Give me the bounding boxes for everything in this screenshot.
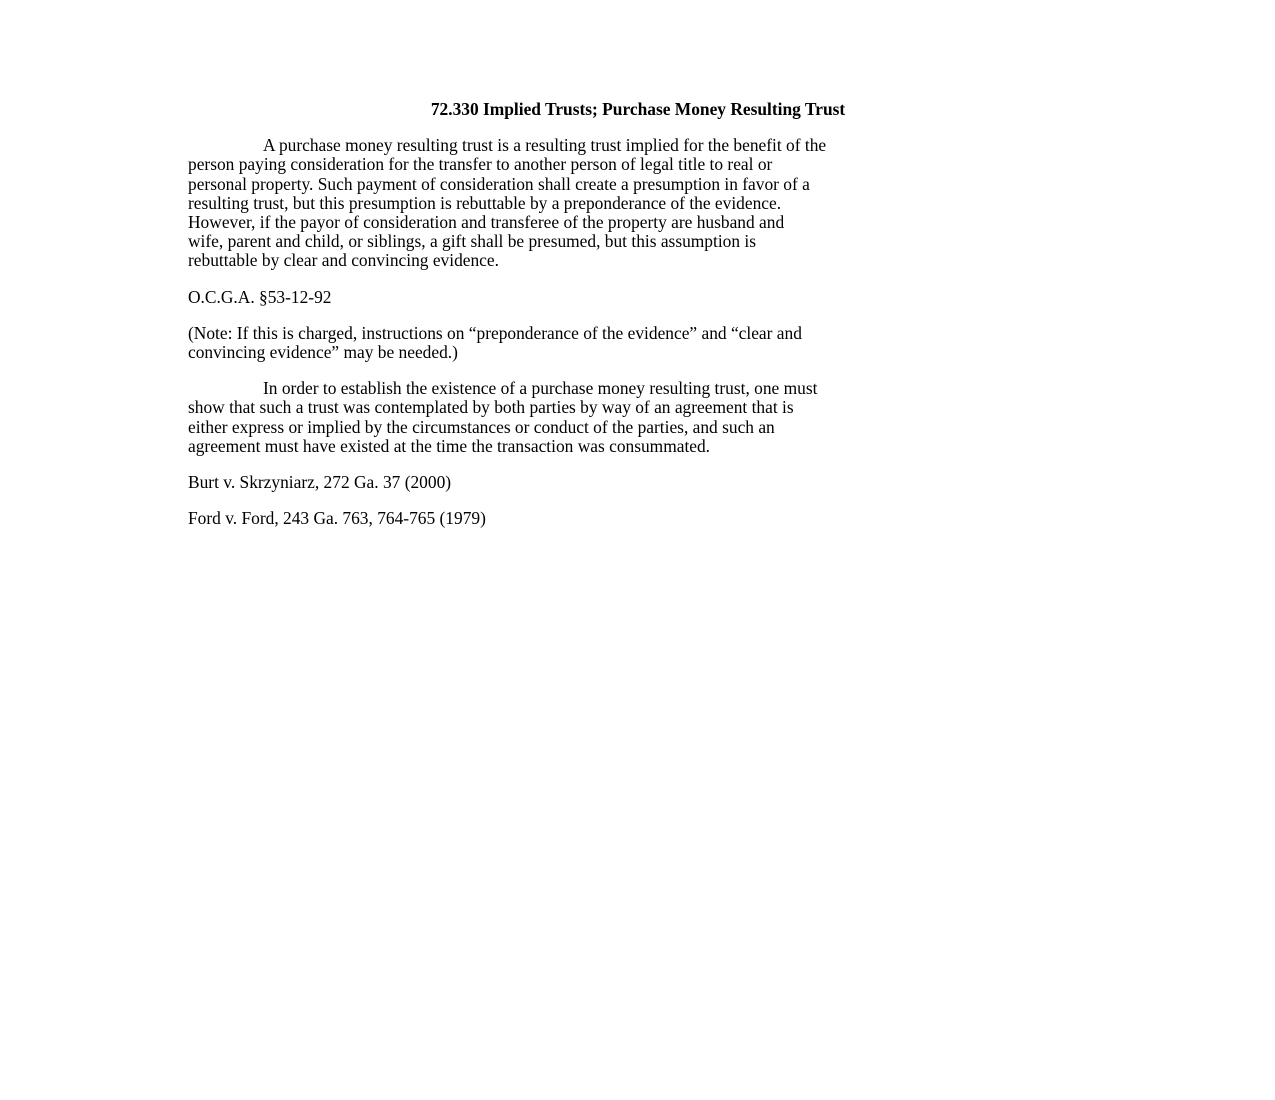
paragraph-requirements [188,379,1088,456]
paragraph-line: In order to establish the existence of a purchase money resulting trust, one must [263,378,818,399]
case-citation: Burt v. Skrzyniarz, 272 Ga. 37 (2000) [188,472,452,493]
paragraph-line: rebuttable by clear and convincing evidence. [188,250,499,271]
paragraph-line: show that such a trust was contemplated by both parties by way of an agreement that is [188,397,794,418]
note-paragraph [188,324,1088,362]
document-content [188,100,1088,545]
paragraph-definition [188,136,1088,270]
paragraph-line: personal property. Such payment of consideration shall create a presumption in favor of a [188,173,810,194]
case-citation: Ford v. Ford, 243 Ga. 763, 764-765 (1979) [188,508,486,529]
paragraph-line: person paying consideration for the transfer to another person of legal title to real or [188,154,773,175]
document-title: 72.330 Implied Trusts; Purchase Money Resulting Trust [430,99,846,119]
statute-citation: O.C.G.A. §53-12-92 [188,286,332,307]
note-line: (Note: If this is charged, instructions on “preponderance of the evidence” and “clear and [188,322,802,343]
paragraph-line: wife, parent and child, or siblings, a gift shall be presumed, but this assumption is [188,231,757,252]
paragraph-line: agreement must have existed at the time the transaction was consummated. [188,435,711,456]
paragraph-line: A purchase money resulting trust is a resulting trust implied for the benefit of the [263,135,827,156]
paragraph-line: However, if the payor of consideration and transferee of the property are husband and [188,212,785,233]
paragraph-line: resulting trust, but this presumption is rebuttable by a preponderance of the evidence. [188,192,782,213]
note-line: convincing evidence” may be needed.) [188,342,458,363]
paragraph-line: either express or implied by the circumstances or conduct of the parties, and such an [188,416,775,437]
